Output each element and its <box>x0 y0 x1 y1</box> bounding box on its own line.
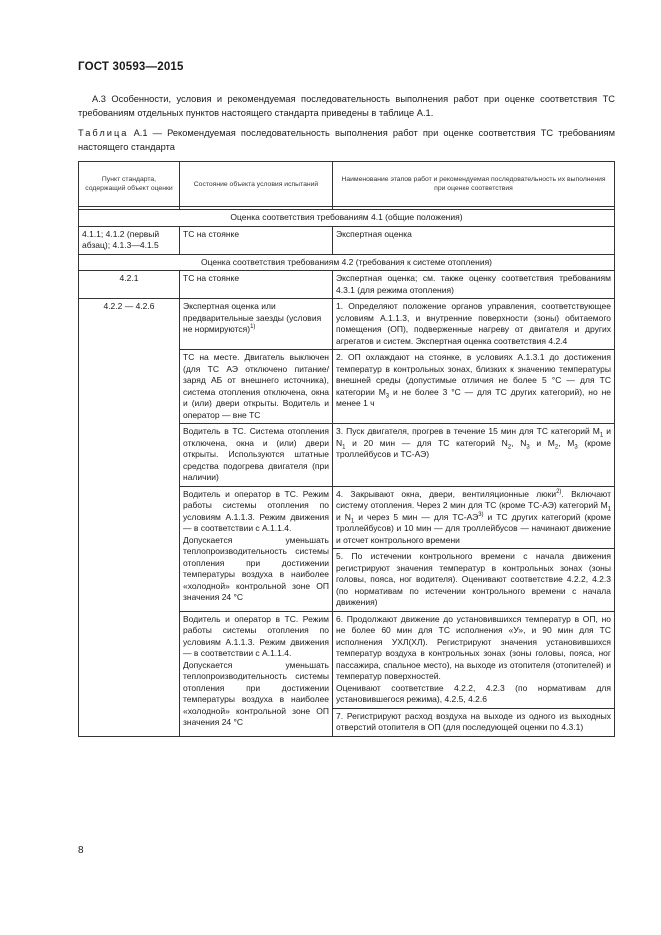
table-row <box>79 299 615 350</box>
row-4-2-2-point: 4.2.2 — 4.2.6 <box>79 299 180 737</box>
step1-work: 1. Определяют положение органов управления, соответствующее условиям А.1.1.3, и внутренние поверхности (зоны) обитаемого помещения (ОП), подверженные нагреву от двигателя и других агрегатов и систем. Экспертная оценка соответствия 4.2.4 <box>333 299 615 350</box>
step4-state-extra: Допускается уменьшать теплопроизводительность системы отопления при достижении температуры воздуха в наиболее «холодной» контрольной зоне ОП значения 24 °С <box>183 534 329 602</box>
table-caption <box>78 126 615 154</box>
table-header-row <box>79 162 615 207</box>
intro-paragraph: А.3 Особенности, условия и рекомендуемая последовательность выполнения работ при оценке соответствия ТС требованиям отдельных пунктов настоящего стандарта приведены в таблице А.1. <box>78 94 615 118</box>
footnote-1-ref: 1) <box>250 324 256 331</box>
header-point: Пункт стандарта, содержащий объект оценки <box>79 162 180 207</box>
step3-work: 3. Пуск двигателя, прогрев в течение 15 мин для ТС категорий $М_1$ и $N_1$ и 20 мин — для ТС категорий $N_2$, $N_3$ и $М_2$, $М_3$ (кроме троллейбусов и ТС-АЭ) <box>333 424 615 487</box>
row-4-2-1-work: Экспертная оценка; см. также оценку соответствия требованиям 4.3.1 (для режима отопления) <box>333 271 615 299</box>
header-work: Наименование этапов работ и рекомендуемая последовательность их выполнения при оценке соответствия <box>333 162 615 207</box>
step6-state-extra: Допускается уменьшать теплопроизводительность системы отопления при достижении температуры воздуха в наиболее «холодной» контрольной зоне ОП значения 24 °С <box>183 659 329 727</box>
step6-state <box>180 611 333 736</box>
step4-work: 4. Закрывают окна, двери, вентиляционные люки$^{2)}$. Включают систему отопления. Через 2 мин для ТС (кроме ТС-АЭ) категорий $М_1$ и $N_1$ и через 5 мин — для ТС-АЭ$^{3)}$ и ТС других категорий (кроме троллейбусов) и 10 мин — для троллейбусов — начинают движение и отсчет контрольного времени <box>333 486 615 549</box>
page-number: 8 <box>78 845 84 856</box>
section1-work: Экспертная оценка <box>333 226 615 254</box>
section1-title: Оценка соответствия требованиям 4.1 (общие положения) <box>79 210 615 227</box>
step4-state-main: Водитель и оператор в ТС. Режим работы системы отопления по условиям А.1.1.3. Режим движения — в соответствии с А.1.1.4. <box>183 488 329 533</box>
step2-state: ТС на месте. Двигатель выключен (для ТС АЭ отключено питание/заряд АБ от внешнего источника), система отопления отключена, окна и (или) двери открыты. Водитель и оператор — вне ТС <box>180 350 333 424</box>
work-sequence-table <box>78 161 615 737</box>
row-4-2-1-state: ТС на стоянке <box>180 271 333 299</box>
step6-state-main: Водитель и оператор в ТС. Режим работы системы отопления по условиям А.1.1.3. Режим движения — в соответствии с А.1.1.4. <box>183 613 329 658</box>
header-state: Состояние объекта условия испытаний <box>180 162 333 207</box>
section1-state: ТС на стоянке <box>180 226 333 254</box>
table-caption-title: А.1 — Рекомендуемая последовательность выполнения работ при оценке соответствия ТС требованиям настоящего стандарта <box>78 128 615 152</box>
step6-work <box>333 611 615 708</box>
row-4-2-1-point: 4.2.1 <box>79 271 180 299</box>
step1-state-text: Экспертная оценка или предварительные заезды (условия не нормируются) <box>183 301 322 334</box>
table-row <box>79 226 615 254</box>
step2-work: 2. ОП охлаждают на стоянке, в условиях А.1.3.1 до достижения температур в контрольных зонах, близких к значению температуры внешней среды (допустимые отличия не более 5 °С — для ТС категории $М_3$ и не более 3 °С — для ТС других категорий), но не менее 1 ч <box>333 350 615 424</box>
step1-state <box>180 299 333 350</box>
section-title-row <box>79 210 615 227</box>
step6-work-main: 6. Продолжают движение до установившихся температур в ОП, но не более 60 мин для ТС исполнения «У», и 90 мин для ТС исполнения УХЛ(ХЛ). Регистрируют значения установившихся температур воздуха в контрольных зонах (зоны головы, пояса, ног пассажира, спальное место), на выходе из отопителя (отопителей) и температур поверхностей. <box>336 613 611 681</box>
table-row <box>79 271 615 299</box>
section2-title: Оценка соответствия требованиям 4.2 (требования к системе отопления) <box>79 254 615 271</box>
step4-state <box>180 486 333 611</box>
step5-work: 5. По истечении контрольного времени с начала движения регистрируют значения температур в контрольных зонах (зоны головы, пояса, ног водителя). Оценивают соответствие 4.2.2, 4.2.3 (по нормативам по истечении контрольного времени с начала движения) <box>333 549 615 612</box>
step3-state: Водитель в ТС. Система отопления отключена, окна и (или) двери открыты. Используются штатные средства подогрева двигателя (при наличии) <box>180 424 333 487</box>
step6-work-assessment: Оценивают соответствие 4.2.2, 4.2.3 (по нормативам для установившегося режима), 4.2.5, 4.2.6 <box>336 682 611 704</box>
table-caption-label: Таблица <box>78 128 129 138</box>
section1-point: 4.1.1; 4.1.2 (первый абзац); 4.1.3—4.1.5 <box>79 226 180 254</box>
section-title-row <box>79 254 615 271</box>
step7-work: 7. Регистрируют расход воздуха на выходе из одного из выходных отверстий отопителя в ОП (для последующей оценки по 4.3.1) <box>333 708 615 736</box>
standard-header: ГОСТ 30593—2015 <box>78 61 184 73</box>
